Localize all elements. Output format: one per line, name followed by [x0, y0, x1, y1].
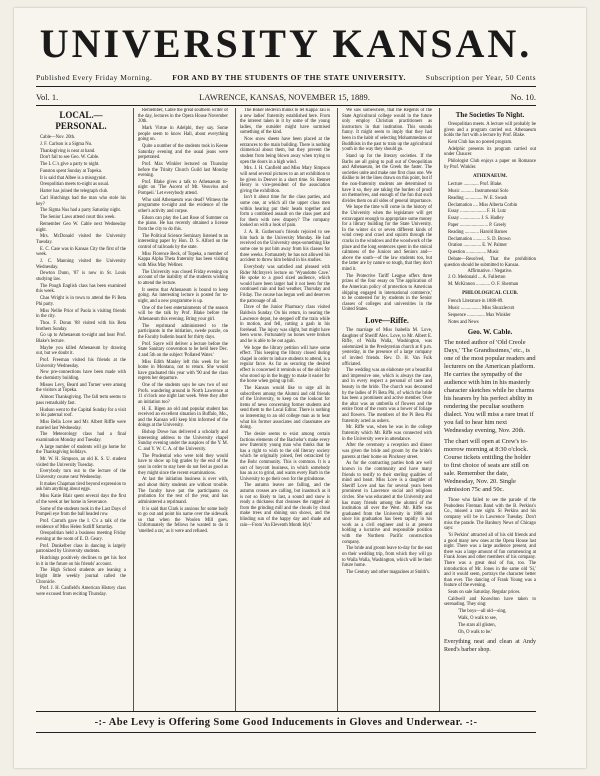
paragraph: Adelphic presents its program carried out under Chaucer. — [444, 146, 536, 158]
paragraph: E. C. Case was in Kansas City the first of the week. — [36, 246, 126, 258]
paragraph: Oh, O walk to be.' — [458, 629, 493, 635]
newspaper-title: UNIVERSITY KANSAN. — [39, 21, 533, 66]
column2-paragraphs — [138, 108, 228, 535]
paragraph: Sequence ............... Max Winkler — [448, 312, 511, 318]
cable-ad — [444, 339, 536, 494]
paragraph: After the ceremony a reception and dinner was given the bride and groom by the bride's parents at their home on Pinckney street. — [342, 443, 432, 460]
paragraph: Lecture ............. Prof. Blake. — [448, 182, 503, 188]
column-societies — [444, 108, 536, 711]
philologist-title: PHILOLOGICAL CLUB. — [462, 291, 518, 297]
paragraph: It is said that Clark is anxious for some body to go out and point his name over the sidewalk so that when the Woolen Mill goes. Unfortunately the fellows he wanted to do it 'smelled a rat,' as it were and refused. — [138, 506, 228, 534]
paragraph: Remember Geo W. Cable next Wednesday night. — [36, 221, 126, 233]
paragraph: Go up to Athenaeum to-night and hear Prof. Blake's lecture. — [36, 333, 126, 344]
paragraph: The stars all glisten, — [458, 622, 496, 628]
paragraph: Isn't it about time for the class parties, and some one, at which all the upper class men within hearing put their heads together and form a combined assault on the class poet and for them with new drapery? The company looked on with a look of pain. — [240, 195, 330, 229]
paragraph: Mr. W. H. Simpson, an old K. S. U. student visited the University Tuesday. — [36, 457, 126, 468]
paragraph: Seats on sale Saturday. Regular prices. — [448, 590, 521, 596]
barber-ad: Everything neat and clean at Andy Reed's barber shop. — [444, 639, 536, 653]
paragraph: Prof. Blake gives a talk to Athenaeum to-night on 'The Ascent of Mt. Vesuvius and Pompeii.' Let everybody attend. — [138, 179, 228, 197]
cable-text: The noted author of 'Old Creole Days,' 'The Grandissimes,' etc., is one of the most popular readers and lecturers on the American platform. He carries the sympathy of the audience with him in his masterly character sketches while he charms his hearers by his perfect ability in rendering the peculiar southern dialect. You will miss a rare treat if you fail to hear him next Wednesday evening, Nov. 20th. — [444, 339, 536, 435]
paragraph: Miss Edith Manley left this week for her home in Montana, not to return. She would have graduated this year with '90 and the class regrets her departure. — [138, 359, 228, 382]
column-divider-1 — [133, 108, 134, 711]
paragraph: New pre-connections have been made with the chemistry building. — [36, 370, 126, 382]
serenade-poem — [444, 609, 536, 635]
paragraph: Declamation ........... S. D. Brown — [448, 236, 511, 242]
published-note: Published Every Friday Morning. — [36, 72, 153, 82]
paragraph: The wedding was an elaborate yet a beautiful and impressive one, which is always the case, and in every respect a personal of taste and beauty in the bride. The church was decorated by the ladies of Pi Beta Phi, of which the bride has been a prominent and active member. Over the altar was an umbrella of flowers and the entire front of the room was a bower of foliage and flowers. The members of the Pi Beta Phi fraternity acted as ushers. — [342, 368, 432, 424]
paragraph: Chas Wright is in town to attend the Pi Beta Phi party. — [36, 296, 126, 307]
paragraph: We hope the time will come in the history of the University when the legislature will get extravagant enough to appropriate some money for a library building for the State University. In the winter six or seven different kinds of wind creep and crawl and squirm through the cracks in the windows and the woodwork of the place and the long sentences spent in the stoical calmness of the Juniors and Seniors and—above the south—of the law students too, but the latter are by nature so tough, that they don't mind it. — [342, 205, 432, 272]
paragraph: The Protective Tariff League offers three prizes of the four essay on 'The application of the American policy of protection to American shipping engaged in international commerce,' to be contested for by students in the Senior classes of colleges and universities in the United States. — [342, 273, 432, 313]
paragraph: Debate—Resolved, That the prohibition question should be submitted to Kansas. — [444, 256, 536, 268]
paragraph: Quite a number of the students took in Keene Saturday evening and the usual jeans were perpetrated. — [138, 143, 228, 161]
paragraph: The L C.'s give a party to night. — [40, 162, 100, 168]
paragraph: The autumn leaves are falling, and the autumn crosses are calling, but inasmuch as it is not so likely to last, a sound and snow is ready a thickness that cleanses the ragged air from the grinding mill and the clouds by cloud make trees and shining sun shows, and the blinding sun of the happy day and shade and rain—From 'An Eleventh Month Idyl.' — [240, 483, 330, 528]
footer-advertisement: -:- Abe Levy is Offering Some Good Inducements in Gloves and Underwear. -:- — [94, 716, 478, 728]
column3-paragraphs — [240, 108, 330, 528]
paragraph: Paper ........................ P. Greely — [448, 223, 507, 228]
column-2 — [138, 108, 228, 711]
paragraph: Stand up for the literary societies. If the Barbs are all going to pull out of Oreopolitian and Athenaeum, let the Greek the faster. The societies unite and make one first class one. We dislike to let the lines drawn on this point, but if the non-fraternity students are determined to have it so, they are taking the burden of proof on themselves, and enough of the fun that such divides them on all sides of general importance. — [342, 153, 432, 204]
athenaeum-program — [444, 182, 536, 268]
paragraph: Music ........... Instrumental Solo — [448, 189, 509, 195]
paragraph: Cable—Nov. 20th. — [40, 135, 76, 140]
paragraph: Dave of the Junior Pharmacy class visited Baldwin Sunday. On his return, in nearing the Lawrence depot, he stepped off the train while in motion, and fell, cutting a gash in his forehead. The injury was slight, but might have been worse. Fortunately no bones were broken and he is able to be out again. — [240, 305, 330, 344]
paragraph: The Century and other magazines at Smith's. — [346, 570, 431, 575]
paragraph: Carl Hutchings had the man who stole his key? — [36, 196, 126, 207]
paragraph: A large number of students will go home for the Thanksgiving holidays. — [36, 444, 126, 456]
paragraph: The University was closed Friday evening on account of the inability of the students wishing to attend the lecture. — [138, 269, 228, 286]
paragraph: The Pough English class has been examined this week. — [36, 283, 126, 295]
paragraph: Miss Nellie Prior of Paola is visiting friends in the city. — [36, 308, 126, 320]
issue-number: No. 10. — [510, 92, 536, 102]
paragraph: Thos. F. Doran '88 visited with his Beta brothers Sunday. — [36, 320, 126, 332]
athenaeum-title: ATHENAEUM. — [473, 174, 507, 180]
debaters — [444, 275, 536, 287]
cable-heading: Geo. W. Cable. — [467, 328, 513, 337]
paragraph: Miss Florence Beck, of Topeka, a member of Kappa Alpha Theta fraternity has been visiting with Miss May Wellner. — [138, 251, 228, 268]
dateline — [36, 90, 536, 104]
paragraph: Misses Levy, Beard and Turner were among the visitors at Topeka. — [36, 382, 126, 394]
column4-paragraphs-2 — [342, 328, 432, 576]
paragraph: The desire seems to exist among certain factions elements of the Bachelor's make every new fraternity young man who thinks that he has a right to wish to the old literary society which he originally joined, feel ostracized by the Bohr community. This is common. It is a sort of boycott business, in which somebody has an ax to grind, and wants every Barb in the University to go their own for the grindstone. — [240, 431, 330, 482]
paragraph: Oreopolitian meets. A lecture will probably be given and a program carried out. Athenaeum holds the fort with a lecture by Prof. Blake. — [444, 122, 536, 139]
top-rule — [36, 86, 536, 87]
paragraph: Bishop Dowe has delivered a scholarly and interesting address to the University chapel Sunday evening under the auspices of the Y. M. C. and Y. W. C. A. of the University. — [138, 430, 228, 453]
paragraph: Mrs. J. H. Canfield and Miss Mary Simpson will send several pictures to an art exhibition to be given in Denver in a short time. St. Bennet Henry is vice-president of the association giving the exhibition. — [240, 166, 330, 194]
paragraph: J. O. Medonald ... A. Fullerton — [448, 274, 506, 280]
paragraph: Now snow sheets have been placed at the entrances to the main building. There is nothing chimerical about them, but they prevent the student from being blown away when trying to open the doors in a high wind. — [240, 137, 330, 165]
paragraph: Mr. Riffe was, when he was in the college fraternity which Mr. Riffe was connected with in the University were in attendance. — [342, 425, 432, 442]
paragraph: Remember, Cable the great southern writer of the day, lectures in the Opera House November 20th. — [138, 108, 228, 125]
paragraph: Hudson went to the Capital Sunday for a visit to his paternal roof. — [36, 407, 126, 419]
dateline-rule — [36, 105, 536, 106]
paragraph: The reprimand administered to the participants in the initiation, swede puzzle, on the Faculty bulletin board for thirty days. — [138, 323, 228, 340]
column4-paragraphs — [342, 108, 432, 313]
paragraph: The High School students are leaning a bright little weekly journal called the Chronicle. — [36, 568, 126, 585]
paragraph: It seems that Athenaeum is bound to keep going. An interesting lecture is posted for to-night, and a new programme is up. — [138, 287, 228, 304]
chart-text: The chart will open at Crew's to-morrow morning at 8:30 o'clock. Course tickets entitling the holder to first choice of seats are still on sale. Remember the date, Wednesday, Nov. 20. Single admission 75c and 50c. — [444, 438, 531, 494]
paragraph: We hope the library petition will have some effect. This keeping the library closed during chapel in order to induce students to attend, is a regular farce. As far as securing the desired effect is concerned it reminds us of the old lady who stood up in the buggy to make it easier for the horse when going up hill. — [240, 345, 330, 385]
paragraph: The marriage of Miss Isabella M. Love, daughter of Sheriff Alex. Love, to Mr. Albert E. Riffe, of Walla Walla, Washington, was solemnized in the Presbyterian church at 8 p.m. yesterday, in the presence of a large company of invited friends. Rev. D. H. Van Fulk officiated. — [342, 327, 432, 367]
masthead-motto: FOR AND BY THE STUDENTS OF THE STATE UNIVERSITY. — [172, 72, 406, 82]
paragraph: Oreopolitian held a business meeting Friday evening at the room of E. D. Geary. — [36, 531, 126, 542]
paragraph: Hutchings positively declines to get his foot in it in the future on his friends' account. — [36, 556, 126, 567]
columns — [36, 108, 536, 711]
paragraph: Some of the students took in the Last Days of Pompeii eye from the ball headed row. — [36, 506, 126, 518]
paragraph: Everybody turn out to the lecture of the University course next Wednesday. — [36, 469, 126, 481]
paragraph: Edson can play the Last Rose of Summer on the piano. He has recently obtained a license from the city to do this. — [138, 215, 228, 232]
subscription-price: Subscription per Year, 50 Cents — [425, 72, 536, 82]
paragraph: Oration ............... E. W. Palmer — [448, 243, 507, 249]
paragraph: It makes Chapman tired beyond expression to ask him anything about eggs. — [36, 481, 126, 493]
paragraph: Essay ................. J. S. Hadley — [448, 216, 504, 222]
issue-date: LAWRENCE, KANSAS, NOVEMBER 15, 1889. — [199, 92, 370, 102]
paragraph: Miss Katie Blair spent several days the first of the week at her home in Severance. — [36, 494, 126, 505]
paragraph: M. McKinnon ............ O. F. Sherman — [448, 281, 519, 287]
column-divider-2 — [235, 108, 236, 711]
paragraph: Oreopolitian meets to-night as usual. — [40, 182, 110, 188]
paragraph: Essay ...................... F. H. Lutz — [448, 209, 506, 215]
paragraph: The Kansan would like to urge all its subscribers among the Alumni and old friends of the University, to keep on the lookout for items of news concerning former students and send them to the Local Editor. There is nothing so interesting to an old college man as to hear what his former associates and classmates are doing. — [240, 386, 330, 431]
column-divider-4 — [439, 108, 440, 711]
paragraph: Reading ............... W. E. Swash — [448, 195, 508, 201]
debate-sides: Affirmative. / Negative. — [467, 269, 513, 275]
paragraph: 'The boys—all old—sing, — [458, 609, 507, 615]
paragraph: The Meteorology class had a final examination Monday and Tuesday. — [36, 432, 126, 443]
paragraph: Who said Athenaeum was dead? Witness the programme to-night and the evidence of the other's activity and corpse. — [138, 197, 228, 215]
local-heading: LOCAL.—PERSONAL. — [55, 110, 107, 131]
paragraph: Thanksgiving is near at hand. — [40, 148, 96, 154]
societies-paragraphs — [444, 122, 536, 170]
paragraph: Prof. J. H. Canfield's American History class were excused from reciting Thursday. — [36, 586, 126, 598]
paragraph: Prof. Carruth gave the I. C's a talk of the residence of Miss Helen Sutliff Saturday. — [36, 518, 126, 530]
paragraph: The Political Science Seminary listened to an interesting paper by Hon. D. S. Alford on the control of railroads by the state. — [138, 233, 228, 250]
paragraph: Dewton Dunn, '87 is now in St. Louis studying law. — [36, 271, 126, 283]
paragraph: Prof. Freeman visited his friends at the University Wednesday. — [36, 358, 126, 369]
wedding-heading: Love—Riffe. — [365, 315, 409, 325]
paragraph: Mrs. McDonald visited the University Tuesday. — [36, 234, 126, 245]
paragraph: Prof. Max Winkler lectured on Thursday before the Trinity Church Guild last Monday evening. — [138, 161, 228, 179]
paragraph: The Boker Bedevin thinks to let Kappa Tau is a new ladies' fraternity established here. From the interest taken in it by some of the young ladies, the outsider might have surmised something of the kind. — [240, 108, 330, 136]
paragraph: Maybe you killed Athenaeum by drawing out, but we doubt it. — [36, 345, 126, 357]
paragraph: We saw somewhere, that the Regents of the State Agricultural college would in the future only employ Christian practitioners as instructors in that institution. This sounds funny. It might seem to imply that they had been in the habit of selecting Mohammedans or Buddhists in the past to train up the agricultural youth in the way they should go. — [342, 108, 432, 153]
paragraph: Miss Bella Love and Mr. Albert Riffle were married last Wednesday. — [36, 419, 126, 431]
paragraph: Don't fail to see Geo. W. Cable. — [40, 155, 100, 161]
paragraph: Walk, O walk to see, — [458, 616, 497, 621]
paragraph: Mark Virtue in Adelphi, they say. Some people seem to know Hall, about everything going on. — [138, 125, 228, 143]
philologist-program — [444, 299, 536, 325]
paragraph: Almost Thanksgiving. The fall term seems to pass remarkably fast. — [36, 395, 126, 406]
paragraph: French Literature in 1888-89. — [448, 299, 504, 305]
volume-label: Vol. 1. — [36, 92, 59, 102]
masthead — [36, 21, 536, 66]
paragraph: Caldwell and Knowlton have taken to serenading. They sing: — [444, 596, 536, 608]
column-4 — [342, 108, 432, 711]
paragraph: H. E. Bigen an old and popular student has received an excellent situation in Buffalo, Mo., and the Kansan will keep him informed of the doings at the University. — [138, 406, 228, 429]
column-local — [36, 108, 126, 711]
paragraph: Funston spent Sunday at Topeka. — [40, 168, 102, 174]
bottom-rule — [36, 732, 536, 733]
paragraph: One of the best entertainments of the season will be the talk by Prof. Blake before the Athenaeum this evening. Bring your girl. — [138, 305, 228, 322]
paragraph: Harter has joined the telegraph club. — [40, 189, 109, 195]
column-3 — [240, 108, 330, 711]
masthead-subline — [36, 70, 536, 84]
paragraph: Those who failed to see the parade of the Peabodens Fireman Band with the B. Perkins's Co., missed a rare sight. Si Perkins and his company will be in Lawrence Tuesday. Don't miss the parade. The Banbury News of Chicago says: — [444, 498, 536, 532]
paragraph: At last the initiation business is over with, and about thirty students are without trouble. The faculty have put the participants on probation for the rest of the year, and has administered a reprimand. — [138, 477, 228, 505]
paragraph: Declamation .... Miss Alberta Corbin — [448, 202, 518, 208]
paragraph: One of the students says he saw two of our Profs. wandering around in North Lawrence at 11 o'clock one night last week. Were they after an initiation too? — [138, 383, 228, 405]
local-paragraphs — [36, 135, 126, 598]
paragraph: J. A. R. Gutherson's friends rejoiced to see him back in the University Monday. He had received on the University steps-something like some one to put him away from his classes for three weeks. Fortunately he has not allowed his accident to throw him behind in his studies. — [240, 230, 330, 264]
paragraph: Everybody was satisfied and pleased with Rider McIntyre's lecture on 'Wyandotte Cave.' He spoke to a good sized audience, which would have been larger had it not been for the continued rain and bad weather, Thursday and Friday. The course has begun well and deserves the patronage of all. — [240, 264, 330, 304]
paragraph: The Prudential who were told they would have to show up big grades by the end of the year in order to stay here do not feel as good as they might since the recent examinations. — [138, 453, 228, 476]
column5-extra-paragraphs — [444, 498, 536, 608]
paragraph: The bride and groom leave to-day for the east on their wedding trip, from which they will go to Walla Walla, Washington, which will be their future home. — [342, 546, 432, 569]
paragraph: The Senior Laws attend court this week. — [40, 215, 116, 221]
paragraph: As for the contracting parties both are well known in the community and have many friends to testify to their sterling qualities of mind and heart. Miss Love is a daughter of Sheriff Love and has for several years been prominent in Lawrence social and religious circles. She was educated at the University and has many friends among the alumni of the institution all over the West. Mr. Riffe was graduated from the University in 1886 and since his graduation has been rapidly in his work as a civil engineer and is at present holding a lucrative and responsible position with the Northern Pacific construction company. — [342, 461, 432, 545]
column-divider-3 — [337, 108, 338, 711]
paragraph: The Sigma Nus had a party Saturday night. — [40, 208, 121, 214]
paragraph: Prof. Sayre will deliver a lecture before the State Sanitary convention to be held here Dec. 4 and 5th on the subject 'Pollated Water.' — [138, 341, 228, 358]
paragraph: Question ................. Music — [448, 250, 499, 256]
paragraph: J. C. Manning visited the University Wednesday. — [36, 259, 126, 270]
paragraph: 'Si Perkins' attracted all of his old friends and a good many new ones at the Opera House last night. There was a large audience present, and there was a large amount of fun commencing at Frank Jones and other members of his company. There was a great deal of fun, too. The introduction of Mr. Jones in the same old 'Si,' and it would seem, portrays the character better than ever. The dancing of Frank Young was a feature of the evening. — [444, 532, 536, 589]
societies-heading: The Societies To Night. — [455, 111, 525, 119]
paragraph: Music ................. Miss Shuzzlecutt — [448, 306, 515, 312]
paragraph: J. F. Carlson is a Sigma Nu. — [40, 141, 93, 147]
paragraph: Prof. Dunkelber class in dancing is largely patronized by University students. — [36, 543, 126, 555]
paragraph: Reading ............ Harold Barnes — [448, 229, 508, 235]
paragraph: It is said that Albee is a misogynist. — [40, 175, 107, 181]
paragraph: Kent Club has no posted program. — [448, 139, 513, 145]
footer-rule — [36, 711, 536, 712]
paragraph: Notes and News — [448, 319, 479, 325]
paragraph: Philologist Club enjoys a paper on Romance by Prof. Winkler. — [444, 159, 536, 170]
